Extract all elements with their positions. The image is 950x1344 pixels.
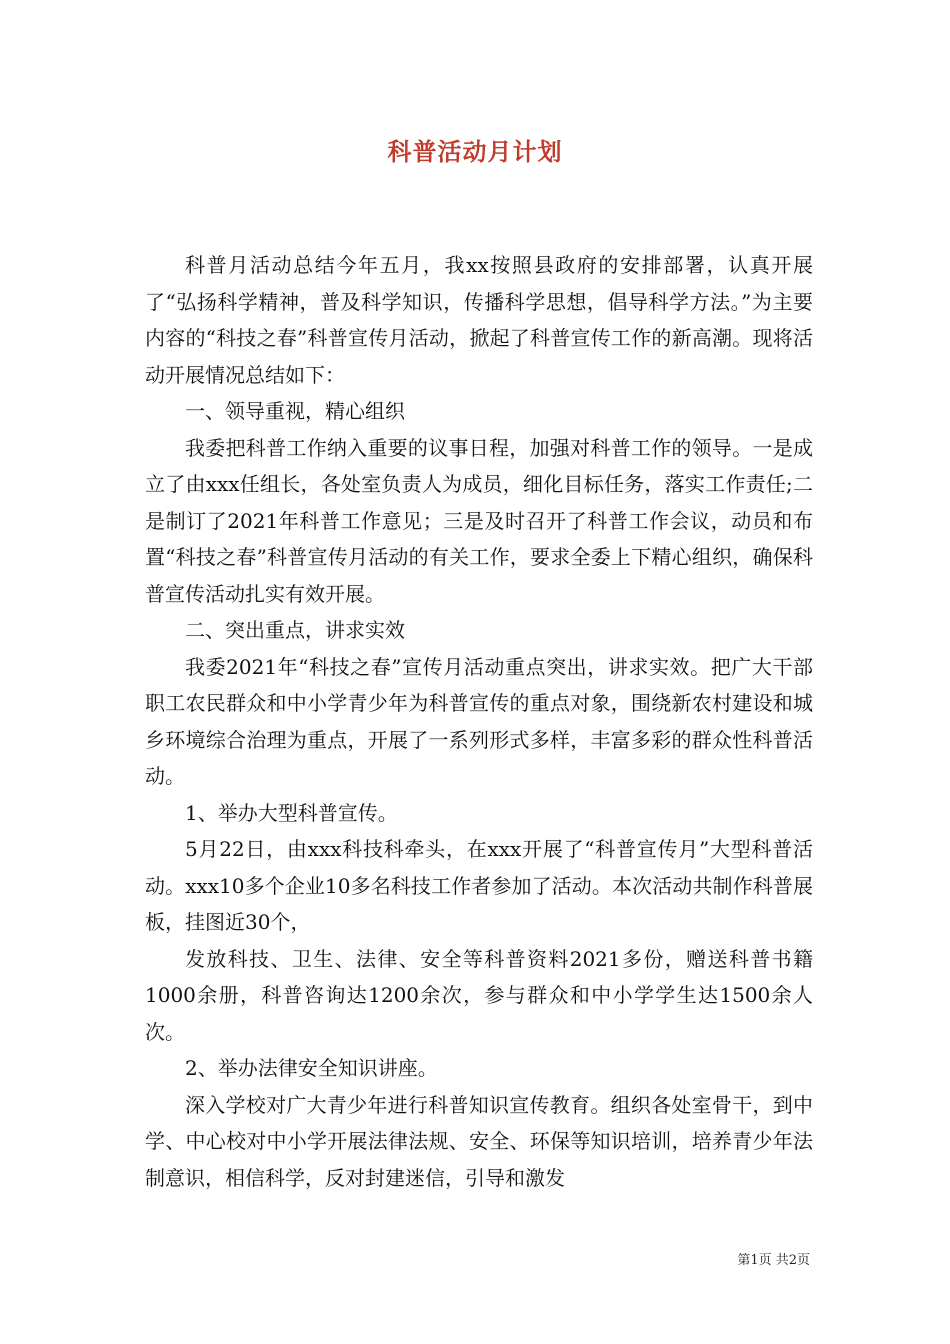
heading-item-2: 2、举办法律安全知识讲座。 bbox=[185, 1056, 438, 1080]
heading-section-2: 二、突出重点，讲求实效 bbox=[185, 618, 405, 642]
paragraph-distribution: 发放科技、卫生、法律、安全等科普资料2021多份，赠送科普书籍1000余册，科普咨询达1200余次，参与群众和中小学学生达1500余人次。 bbox=[145, 946, 813, 1044]
paragraph-leadership: 我委把科普工作纳入重要的议事日程，加强对科普工作的领导。一是成立了由xxx任组长，各处室负责人为成员，细化目标任务，落实工作责任;二是制订了2021年科普工作意见；三是及时召开了科普工作会议，动员和布置“科技之春”科普宣传月活动的有关工作，要求全委上下精心组织，确保科普宣传活动扎实有效开展。 bbox=[145, 435, 813, 606]
document-title: 科普活动月计划 bbox=[387, 137, 563, 166]
document-body bbox=[145, 247, 813, 1196]
paragraph-schools: 深入学校对广大青少年进行科普知识宣传教育。组织各处室骨干，到中学、中心校对中小学开展法律法规、安全、环保等知识培训，培养青少年法制意识，相信科学，反对封建迷信，引导和激发 bbox=[145, 1092, 813, 1190]
page-number: 第1页 共2页 bbox=[737, 1253, 810, 1268]
paragraph-intro: 科普月活动总结今年五月，我xx按照县政府的安排部署，认真开展了“弘扬科学精神，普及科学知识，传播科学思想，倡导科学方法。”为主要内容的“科技之春”科普宣传月活动，掀起了科普宣传工作的新高潮。现将活动开展情况总结如下： bbox=[145, 253, 813, 387]
paragraph-focus: 我委2021年“科技之春”宣传月活动重点突出，讲求实效。把广大干部职工农民群众和中小学青少年为科普宣传的重点对象，围绕新农村建设和城乡环境综合治理为重点，开展了一系列形式多样，丰富多彩的群众性科普活动。 bbox=[145, 654, 813, 788]
heading-section-1: 一、领导重视，精心组织 bbox=[185, 399, 405, 423]
heading-item-1: 1、举办大型科普宣传。 bbox=[185, 800, 398, 825]
paragraph-event: 5月22日，由xxx科技科牵头，在xxx开展了“科普宣传月”大型科普活动。xxx10多个企业10多名科技工作者参加了活动。本次活动共制作科普展板，挂图近30个， bbox=[145, 837, 813, 934]
